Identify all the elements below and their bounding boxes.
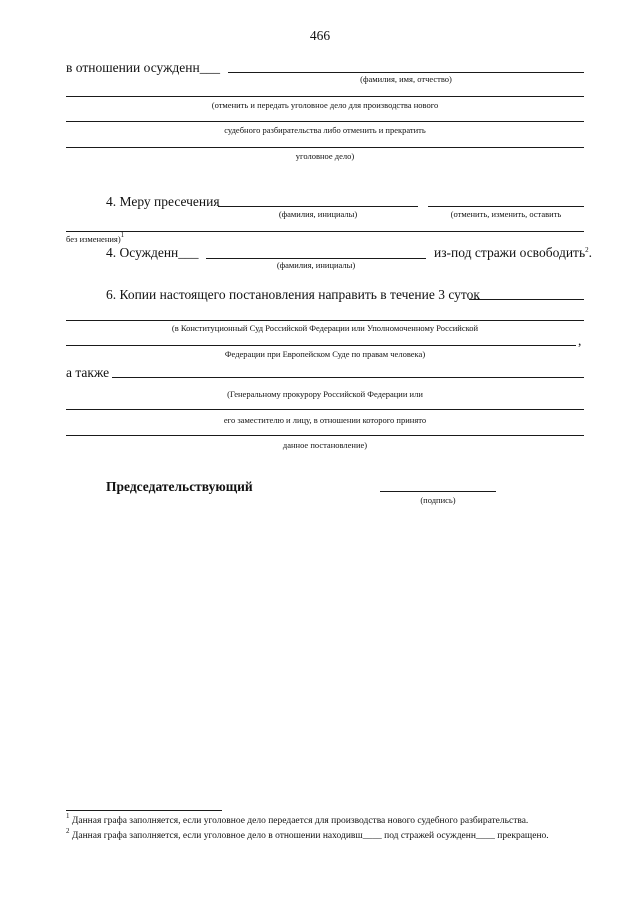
copies-period-line[interactable] xyxy=(469,299,584,300)
copies-recipient-line-1[interactable] xyxy=(66,320,584,321)
measure-continuation: без изменения)$^1$ xyxy=(66,231,125,244)
release-label: 4. Осужденн___ xyxy=(106,245,199,260)
measure-action-caption: (отменить, изменить, оставить xyxy=(450,209,562,219)
footnote-ref-2: 2 xyxy=(585,246,589,254)
measure-name-caption: (фамилия, инициалы) xyxy=(278,209,358,219)
presiding-label: Председательствующий xyxy=(106,479,253,494)
decision-line-3[interactable] xyxy=(66,147,584,148)
footnote-separator xyxy=(66,810,222,811)
footnote-2: $^2$ Данная графа заполняется, если уголовное дело в отношении находивш____ под стражей осужденн____ прекращено. xyxy=(66,827,549,841)
also-line-3[interactable] xyxy=(66,435,584,436)
release-suffix: из-под стражи освободить$^2$. xyxy=(434,245,592,260)
decision-line-1[interactable] xyxy=(66,96,584,97)
also-line-1[interactable] xyxy=(112,377,584,378)
decision-line-2[interactable] xyxy=(66,121,584,122)
measure-continuation-line[interactable] xyxy=(66,231,584,232)
signature-line[interactable] xyxy=(380,491,496,492)
also-line-2[interactable] xyxy=(66,409,584,410)
copies-caption-1: (в Конституционный Суд Российской Федерации или Уполномоченному Российской xyxy=(171,323,479,333)
copies-recipient-line-2[interactable] xyxy=(66,345,576,346)
decision-caption-1: (отменить и передать уголовное дело для производства нового xyxy=(211,100,439,110)
signature-caption: (подпись) xyxy=(420,495,456,505)
measure-action-line[interactable] xyxy=(428,206,584,207)
footnote-ref-1: 1 xyxy=(120,231,125,239)
copies-comma: , xyxy=(578,333,582,348)
footnote-1: $^1$ Данная графа заполняется, если уголовное дело передается для производства нового судебного разбирательства. xyxy=(66,812,529,826)
also-label: а также xyxy=(66,365,110,380)
also-caption-2: его заместителю и лицу, в отношении которого принято xyxy=(223,415,427,425)
release-name-line[interactable] xyxy=(206,258,426,259)
page-number: 466 xyxy=(309,28,331,43)
copies-caption-2: Федерации при Европейском Суде по правам человека) xyxy=(224,349,426,359)
regarding-label: в отношении осужденн___ xyxy=(66,60,220,75)
also-caption-1: (Генеральному прокурору Российской Федерации или xyxy=(227,389,423,399)
measure-label: 4. Меру пресечения xyxy=(106,194,220,209)
copies-label: 6. Копии настоящего постановления направить в течение 3 суток xyxy=(106,287,480,302)
also-caption-3: данное постановление) xyxy=(282,440,368,450)
regarding-caption: (фамилия, имя, отчество) xyxy=(360,74,452,84)
measure-name-line[interactable] xyxy=(218,206,418,207)
release-caption: (фамилия, инициалы) xyxy=(276,260,356,270)
decision-caption-2: судебного разбирательства либо отменить и прекратить xyxy=(224,125,426,135)
decision-caption-3: уголовное дело) xyxy=(295,151,355,161)
regarding-name-line[interactable] xyxy=(228,72,584,73)
